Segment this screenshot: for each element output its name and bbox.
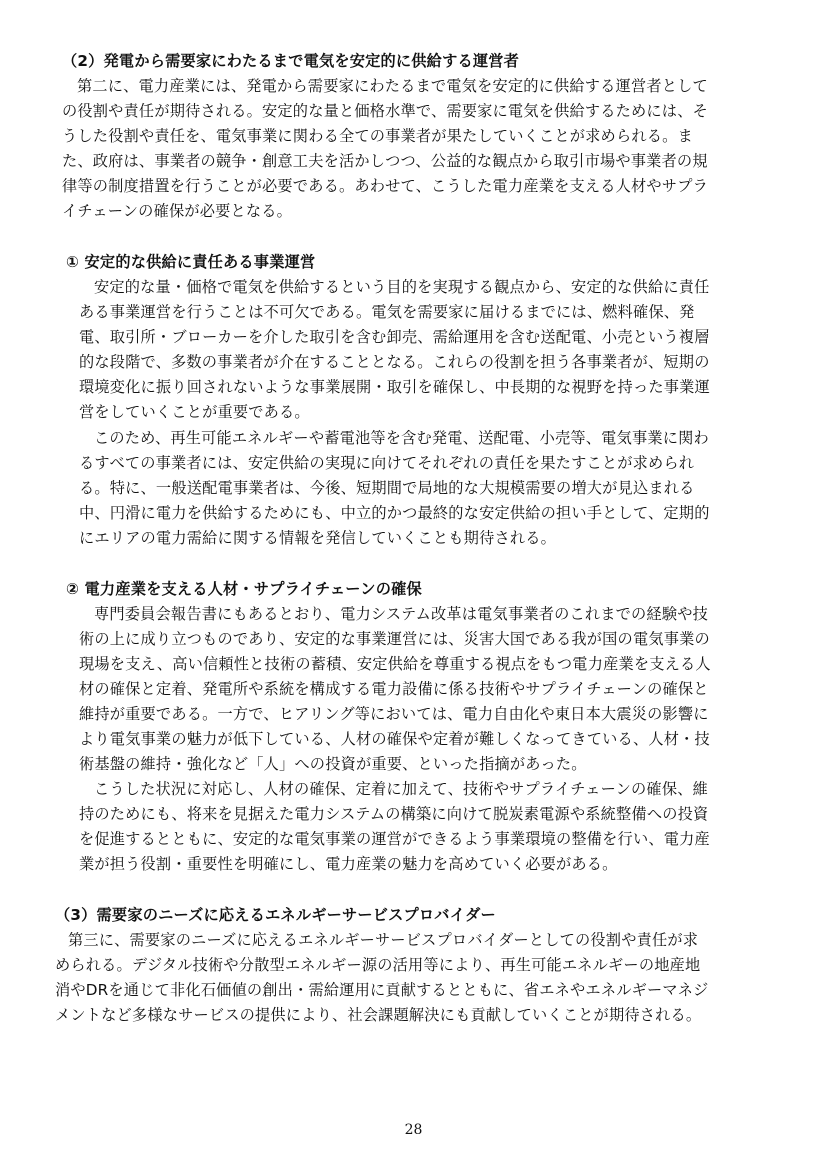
subsection-2-line: 業が担う役割・重要性を明確にし、電力産業の魅力を高めていく必要がある。	[79, 855, 618, 873]
section-2-intro-line: た、政府は、事業者の競争・創意工夫を活かしつつ、公益的な観点から取引市場や事業者の規	[62, 152, 708, 170]
subsection-2-line: 維持が重要である。一方で、ヒアリング等においては、電力自由化や東日本大震災の影響に	[79, 705, 709, 723]
section-3-line: 第三に、需要家のニーズに応えるエネルギーサービスプロバイダーとしての役割や責任が求	[68, 931, 699, 949]
subsection-2-heading: ② 電力産業を支える人材・サプライチェーンの確保	[66, 580, 422, 598]
subsection-2-line: 術基盤の維持・強化など「人」への投資が重要、といった指摘があった。	[79, 755, 587, 773]
subsection-1-line: 中、円滑に電力を供給するためにも、中立的かつ最終的な安定供給の担い手として、定期的	[79, 504, 710, 522]
page-number: 28	[404, 1122, 423, 1138]
subsection-1-line: 安定的な量・価格で電気を供給するという目的を実現する観点から、安定的な供給に責任	[94, 278, 710, 296]
subsection-2-line: 現場を支え、高い信頼性と技術の蓄積、安定供給を尊重する視点をもつ電力産業を支える人	[79, 655, 711, 673]
subsection-2-line: 専門委員会報告書にもあるとおり、電力システム改革は電気事業者のこれまでの経験や技	[94, 605, 708, 623]
section-2-heading: （2）発電から需要家にわたるまで電気を安定的に供給する運営者	[62, 52, 520, 70]
section-2-intro-line: 律等の制度措置を行うことが必要である。あわせて、こうした電力産業を支える人材やサプラ	[62, 177, 708, 195]
subsection-2-line: 材の確保と定着、発電所や系統を構成する電力設備に係る技術やサプライチェーンの確保と	[79, 680, 709, 698]
section-3-line: 消やDRを通じて非化石価値の創出・需給運用に貢献するとともに、省エネやエネルギーマネジ	[55, 981, 709, 999]
section-3-line: メントなど多様なサービスの提供により、社会課題解決にも貢献していくことが期待される。	[55, 1006, 702, 1024]
subsection-1-line: ある事業運営を行うことは不可欠である。電気を需要家に届けるまでには、燃料確保、発	[79, 303, 695, 321]
section-2-intro-line: 第二に、電力産業には、発電から需要家にわたるまで電気を安定的に供給する運営者として	[77, 77, 708, 95]
subsection-2-line: 持のためにも、将来を見据えた電力システムの構築に向けて脱炭素電源や系統整備への投資	[79, 805, 709, 823]
subsection-1-line: る。特に、一般送配電事業者は、今後、短期間で局地的な大規模需要の増大が見込まれる	[79, 479, 695, 497]
section-2-intro-line: の役割や責任が期待される。安定的な量と価格水準で、需要家に電気を供給するためには、そ	[62, 102, 708, 120]
subsection-2-line: こうした状況に対応し、人材の確保、定着に加えて、技術やサプライチェーンの確保、維	[94, 780, 708, 798]
subsection-1-line: 環境変化に振り回されないような事業展開・取引を確保し、中長期的な視野を持った事業運	[79, 378, 710, 396]
subsection-2-line: 術の上に成り立つものであり、安定的な事業運営には、災害大国である我が国の電気事業の	[79, 630, 710, 648]
subsection-1-line: 的な段階で、多数の事業者が介在することとなる。これらの役割を担う各事業者が、短期の	[79, 353, 710, 371]
subsection-1-heading: ① 安定的な供給に責任ある事業運営	[66, 253, 316, 271]
section-3-line: められる。デジタル技術や分散型エネルギー源の活用等により、再生可能エネルギーの地産地	[55, 956, 701, 974]
subsection-1-line: 電、取引所・ブローカーを介した取引を含む卸売、需給運用を含む送配電、小売という複層	[79, 328, 710, 346]
subsection-1-line: このため、再生可能エネルギーや蓄電池等を含む発電、送配電、小売等、電気事業に関わ	[94, 429, 709, 447]
section-2-intro-line: うした役割や責任を、電気事業に関わる全ての事業者が果たしていくことが求められる。ま	[62, 127, 693, 145]
section-2-intro-line: イチェーンの確保が必要となる。	[62, 202, 293, 220]
subsection-1-line: るすべての事業者には、安定供給の実現に向けてそれぞれの責任を果たすことが求められ	[79, 454, 695, 472]
subsection-2-line: を促進するとともに、安定的な電気事業の運営ができるよう事業環境の整備を行い、電力産	[79, 830, 710, 848]
subsection-2-line: より電気事業の魅力が低下している、人材の確保や定着が難しくなってきている、人材・技	[79, 730, 710, 748]
subsection-1-line: 営をしていくことが重要である。	[79, 403, 310, 421]
subsection-1-line: にエリアの電力需給に関する情報を発信していくことも期待される。	[79, 529, 557, 547]
section-3-heading: （3）需要家のニーズに応えるエネルギーサービスプロバイダー	[55, 906, 496, 924]
